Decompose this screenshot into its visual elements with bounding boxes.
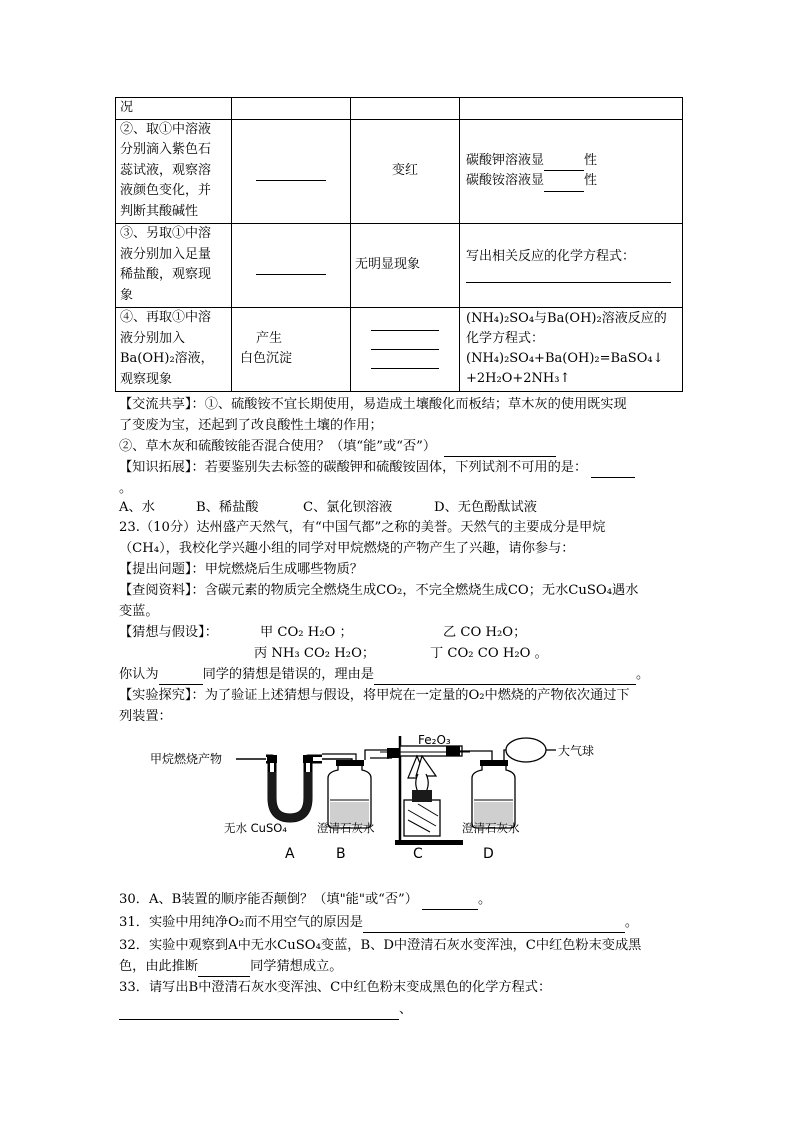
answer-blank[interactable] xyxy=(591,463,635,478)
table-cell xyxy=(460,223,683,307)
table-cell xyxy=(232,119,351,223)
cell-line: 液颜色变化，并 xyxy=(120,183,212,199)
cell-line: 碳酸铵溶液显 性 xyxy=(466,171,678,192)
label-a: 无水 CuSO₄ xyxy=(224,821,287,835)
option-a: A、水 xyxy=(119,500,155,515)
q30: 30．A、B装置的顺序能否颠倒？（填"能"或“否”） 。 xyxy=(119,890,491,910)
cell-line: 稀盐酸，观察现 xyxy=(120,267,212,282)
q32-line-2: 色，由此推断 同学猜想成立。 xyxy=(119,957,342,977)
answer-blank[interactable] xyxy=(363,918,625,933)
answer-blank[interactable] xyxy=(119,1005,399,1020)
table-cell xyxy=(116,119,232,223)
hypothesis-ding: 丁 CO₂ CO H₂O 。 xyxy=(430,646,548,661)
answer-blank[interactable] xyxy=(422,895,478,910)
answer-blank[interactable] xyxy=(371,348,439,350)
table-cell: 况 xyxy=(116,98,232,120)
cell-line: 象 xyxy=(120,287,134,303)
table-row xyxy=(116,98,683,120)
hypothesis-label: 【猜想与假设】： xyxy=(119,625,218,640)
cell-line: 蕊试液，观察溶 xyxy=(120,162,212,178)
cell-line: 碳酸钾溶液显 性 xyxy=(466,151,678,172)
answer-blank[interactable] xyxy=(371,329,439,331)
option-b: B、稀盐酸 xyxy=(196,500,259,515)
table-cell: 无明显现象 xyxy=(351,223,460,307)
cell-line: Ba(OH)₂溶液， xyxy=(120,351,214,366)
cell-line: 产生 xyxy=(256,330,283,346)
table-cell xyxy=(232,98,351,120)
label-d: 澄清石灰水 xyxy=(462,821,520,835)
hypothesis-jia: 甲 CO₂ H₂O ； xyxy=(260,625,353,640)
cell-line: 写出相关反应的化学方程式： xyxy=(466,248,636,264)
option-d: D、无色酚酞试液 xyxy=(434,500,537,515)
table-row xyxy=(116,223,683,307)
experiment-line-1: 【实验探究】：为了验证上述猜想与假设，将甲烷在一定量的O₂中燃烧的产物依次通过下 xyxy=(119,688,630,703)
reference-line-1: 【查阅资料】：含碳元素的物质完全燃烧生成CO₂，不完全燃烧生成CO；无水CuSO₄遇水 xyxy=(119,583,639,598)
q32-line-1: 32．实验中观察到A中无水CuSO₄变蓝，B、D中澄清石灰水变浑浊，C中红色粉末变成黑 xyxy=(119,938,642,953)
share-line-1: 【交流共享】：①、硫酸铵不宜长期使用，易造成土壤酸化而板结；草木灰的使用既实现 xyxy=(119,397,627,412)
table-row xyxy=(116,119,683,223)
answer-blank[interactable] xyxy=(159,670,203,685)
table-cell xyxy=(232,307,351,391)
letter-b: B xyxy=(336,846,346,862)
letter-a: A xyxy=(285,846,295,862)
inlet-label: 甲烷燃烧产物 xyxy=(150,752,223,766)
q31: 31．实验中用纯净O₂而不用空气的原因是 。 xyxy=(119,913,638,933)
table-cell xyxy=(460,307,683,391)
cell-line: +2H₂O+2NH₃↑ xyxy=(466,371,571,386)
balloon-label: 大气球 xyxy=(558,744,595,758)
answer-blank[interactable] xyxy=(374,670,636,685)
table-cell xyxy=(460,98,683,120)
table-cell xyxy=(116,223,232,307)
answer-blank[interactable] xyxy=(444,442,556,457)
q33-answer: 、 xyxy=(119,1000,412,1020)
cell-line: ④、再取①中溶 xyxy=(120,310,212,325)
answer-blank[interactable] xyxy=(544,177,584,192)
hypothesis-yi: 乙 CO H₂O； xyxy=(443,625,527,640)
q33: 33．请写出B中澄清石灰水变浑浊、C中红色粉末变成黑色的化学方程式： xyxy=(119,980,552,995)
letter-c: C xyxy=(413,846,423,862)
cell-line: 白色沉淀 xyxy=(240,351,293,366)
answer-blank[interactable] xyxy=(198,962,250,977)
option-c: C、氯化钡溶液 xyxy=(303,500,393,515)
balloon-icon xyxy=(506,738,546,762)
answer-blank[interactable] xyxy=(371,367,439,369)
cell-line: 液分别加入足量 xyxy=(120,246,212,262)
reference-line-2: 变蓝。 xyxy=(119,604,159,619)
cell-line: 化学方程式： xyxy=(466,331,545,346)
share-line-2: 了变废为宝，还起到了改良酸性土壤的作用； xyxy=(119,418,383,433)
fe2o3-label: Fe₂O₃ xyxy=(418,733,451,747)
answer-blank[interactable] xyxy=(544,156,584,171)
answer-blank[interactable] xyxy=(256,166,326,181)
q23-line-1: 23.（10分）达州盛产天然气，有“中国气都”之称的美誉。天然气的主要成分是甲烷 xyxy=(119,520,606,535)
table-cell xyxy=(351,307,460,391)
cell-line: 液分别加入 xyxy=(120,330,186,346)
table-cell xyxy=(351,98,460,120)
table-row xyxy=(116,307,683,391)
letter-d: D xyxy=(483,846,494,862)
heating-apparatus-c xyxy=(380,736,470,845)
extension-line: 【知识拓展】：若要鉴别失去标签的碳酸钾和硫酸铵固体，下列试剂不可用的是： xyxy=(119,458,635,478)
answer-blank[interactable] xyxy=(466,281,671,283)
bottle-d xyxy=(472,760,515,828)
cell-line: 观察现象 xyxy=(120,371,173,387)
cell-line: (NH₄)₂SO₄+Ba(OH)₂=BaSO₄↓ xyxy=(466,351,664,366)
cell-line: ③、另取①中溶 xyxy=(120,226,212,241)
u-tube-a xyxy=(266,755,322,818)
q23-line-2: （CH₄），我校化学兴趣小组的同学对甲烷燃烧的产物产生了兴趣，请你参与： xyxy=(119,541,575,556)
cell-line: 判断其酸碱性 xyxy=(120,203,199,219)
wrong-guess-line: 你认为 同学的猜想是错误的，理由是 。 xyxy=(119,665,649,685)
experiment-line-2: 列装置： xyxy=(119,709,172,724)
share-line-3: ②、草木灰和硫酸铵能否混合使用？（填“能”或“否”） xyxy=(119,437,556,457)
cell-line: (NH₄)₂SO₄与Ba(OH)₂溶液反应的 xyxy=(466,311,667,326)
cell-line: 分别滴入紫色石 xyxy=(120,142,212,158)
apparatus-figure xyxy=(140,728,600,868)
answer-blank[interactable] xyxy=(256,260,326,275)
table-cell xyxy=(232,223,351,307)
extension-end: 。 xyxy=(119,481,133,496)
experiment-table xyxy=(115,97,683,392)
cell-line: ②、取①中溶液 xyxy=(120,121,212,137)
table-cell: 变红 xyxy=(351,119,460,223)
hypothesis-bing: 丙 NH₃ CO₂ H₂O； xyxy=(254,646,376,661)
table-cell xyxy=(460,119,683,223)
table-cell xyxy=(116,307,232,391)
bottle-b xyxy=(328,760,371,828)
label-b: 澄清石灰水 xyxy=(317,821,375,835)
question-heading: 【提出问题】：甲烷燃烧后生成哪些物质？ xyxy=(119,562,363,577)
